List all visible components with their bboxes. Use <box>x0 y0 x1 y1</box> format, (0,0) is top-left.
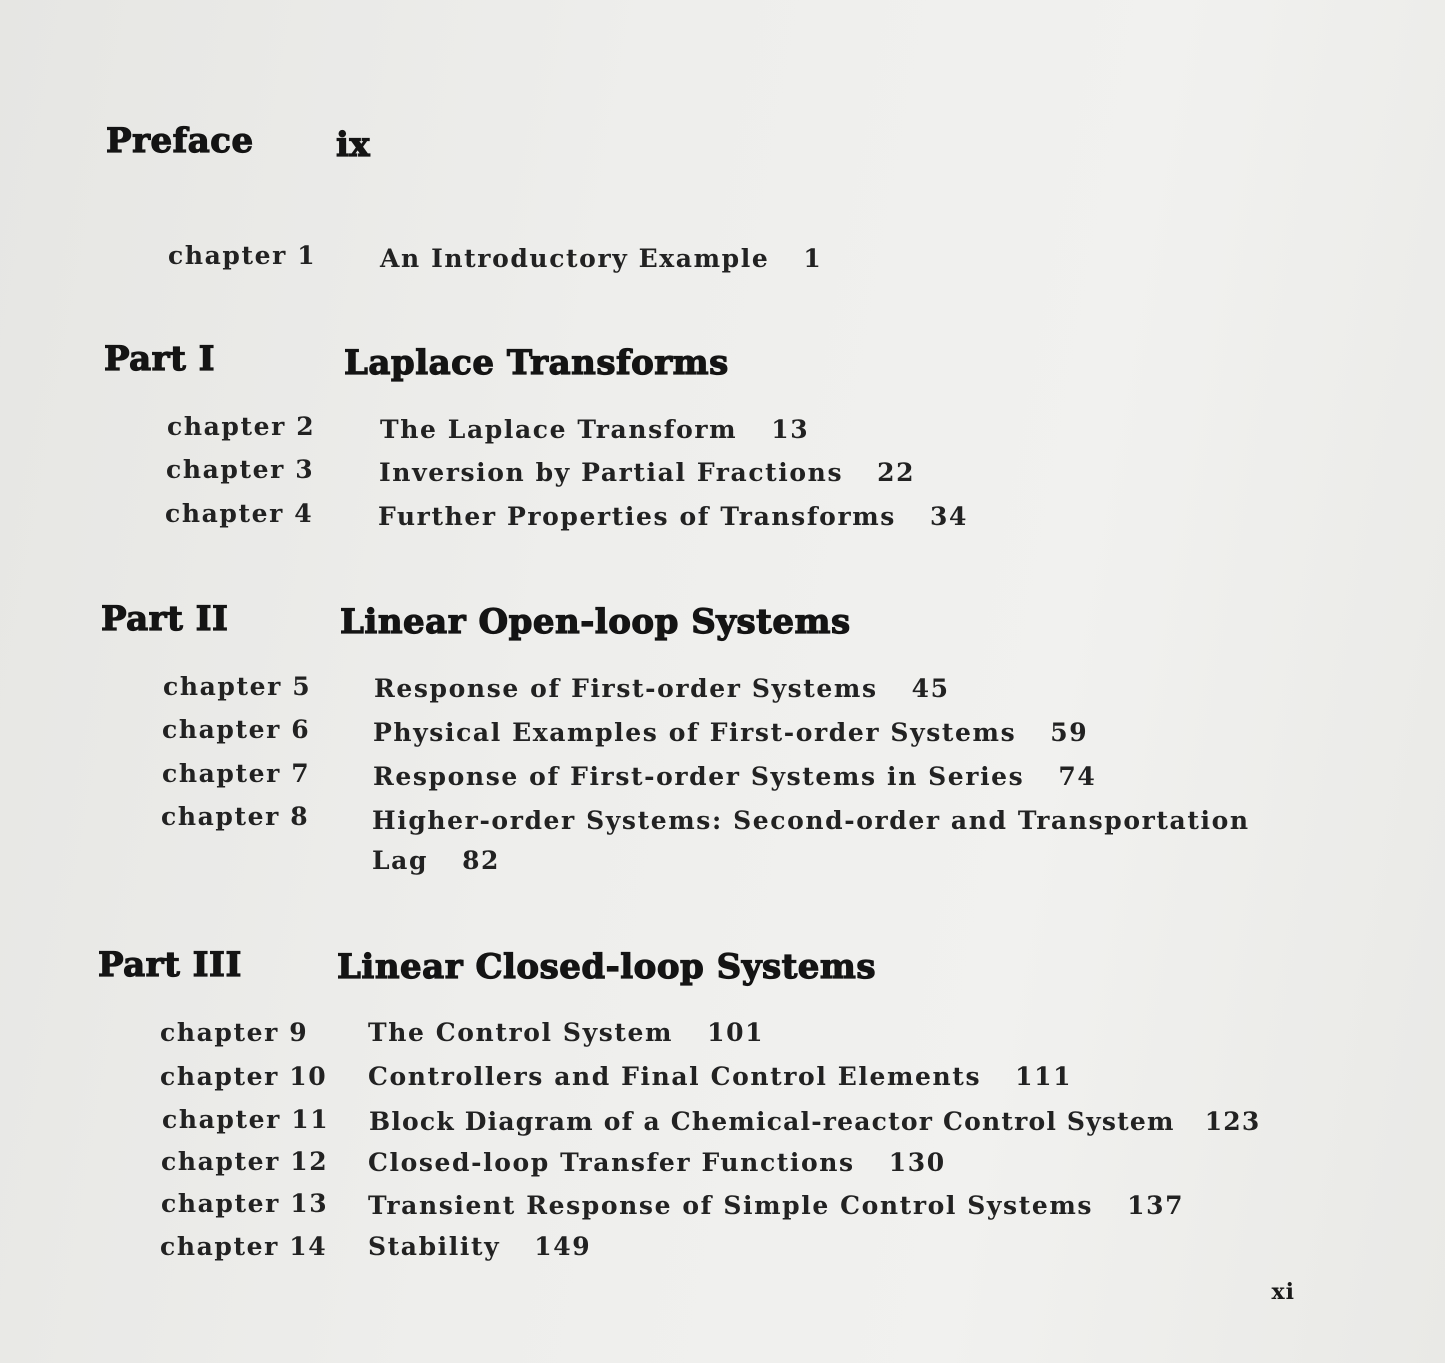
toc-entry-chapter-1 <box>168 243 316 268</box>
chapter-page: 130 <box>888 1148 946 1177</box>
chapter-title-continuation: Lag <box>372 846 429 875</box>
chapter-13-entry <box>368 1193 1184 1218</box>
part-2-label: Part II <box>101 599 229 639</box>
chapter-3-entry <box>379 460 915 485</box>
chapter-title: Controllers and Final Control Elements <box>368 1062 982 1091</box>
chapter-2-entry <box>380 417 809 442</box>
chapter-page: 149 <box>534 1232 592 1261</box>
chapter-7-entry <box>373 764 1096 789</box>
chapter-10-entry <box>368 1064 1072 1089</box>
chapter-6-label: chapter 6 <box>162 715 311 744</box>
chapter-title: Response of First-order Systems <box>374 674 878 703</box>
chapter-11-entry <box>369 1109 1261 1134</box>
part-2-title: Linear Open-loop Systems <box>340 602 851 642</box>
chapter-6-entry <box>373 720 1088 745</box>
chapter-title: Response of First-order Systems in Series <box>373 762 1025 791</box>
preface-label: Preface <box>106 121 254 161</box>
chapter-page: 59 <box>1050 718 1089 747</box>
chapter-8-continuation <box>372 848 500 873</box>
chapter-4-entry <box>378 504 968 529</box>
chapter-title: Physical Examples of First-order Systems <box>373 718 1017 747</box>
part-1-title: Laplace Transforms <box>344 343 729 383</box>
chapter-page: 82 <box>462 846 501 875</box>
chapter-title: The Laplace Transform <box>380 415 738 444</box>
chapter-2-label: chapter 2 <box>167 412 316 441</box>
chapter-page: 74 <box>1058 762 1097 791</box>
chapter-page: 137 <box>1127 1191 1185 1220</box>
chapter-7-label: chapter 7 <box>162 759 311 788</box>
chapter-page: 13 <box>771 415 810 444</box>
chapter-title: Closed-loop Transfer Functions <box>368 1148 855 1177</box>
chapter-label: chapter 1 <box>168 241 317 270</box>
chapter-14-entry <box>368 1234 591 1259</box>
chapter-13-label: chapter 13 <box>161 1189 329 1218</box>
chapter-12-entry <box>368 1150 946 1175</box>
chapter-8-entry <box>372 808 1250 833</box>
chapter-9-entry <box>368 1020 764 1045</box>
preface-page: ix <box>336 125 371 165</box>
chapter-4-label: chapter 4 <box>165 499 314 528</box>
chapter-3-label: chapter 3 <box>166 455 315 484</box>
chapter-12-label: chapter 12 <box>161 1147 329 1176</box>
chapter-page: 1 <box>803 244 823 273</box>
chapter-title: Stability <box>368 1232 501 1261</box>
chapter-title: Transient Response of Simple Control Systems <box>368 1191 1094 1220</box>
chapter-title: Further Properties of Transforms <box>378 502 896 531</box>
chapter-page: 123 <box>1204 1107 1261 1136</box>
chapter-page: 22 <box>877 458 916 487</box>
chapter-14-label: chapter 14 <box>160 1232 328 1261</box>
chapter-title: Higher-order Systems: Second-order and Transportation <box>372 806 1250 835</box>
chapter-title: Inversion by Partial Fractions <box>379 458 844 487</box>
part-3-title: Linear Closed-loop Systems <box>337 947 877 987</box>
chapter-title: An Introductory Example <box>380 244 770 273</box>
chapter-11-label: chapter 11 <box>162 1105 330 1134</box>
chapter-10-label: chapter 10 <box>160 1062 328 1091</box>
chapter-title: The Control System <box>368 1018 674 1047</box>
part-3-label: Part III <box>98 945 242 985</box>
chapter-page: 101 <box>707 1018 765 1047</box>
chapter-8-label: chapter 8 <box>161 802 310 831</box>
chapter-5-entry <box>374 676 950 701</box>
chapter-page: 34 <box>929 502 968 531</box>
chapter-5-label: chapter 5 <box>163 672 312 701</box>
chapter-page: 111 <box>1015 1062 1073 1091</box>
chapter-title: Block Diagram of a Chemical-reactor Control System <box>369 1107 1175 1136</box>
chapter-page: 45 <box>911 674 950 703</box>
toc-entry-title-chapter-1 <box>380 246 822 271</box>
page-number: xi <box>1271 1279 1295 1305</box>
part-1-label: Part I <box>104 339 216 379</box>
chapter-9-label: chapter 9 <box>160 1018 309 1047</box>
